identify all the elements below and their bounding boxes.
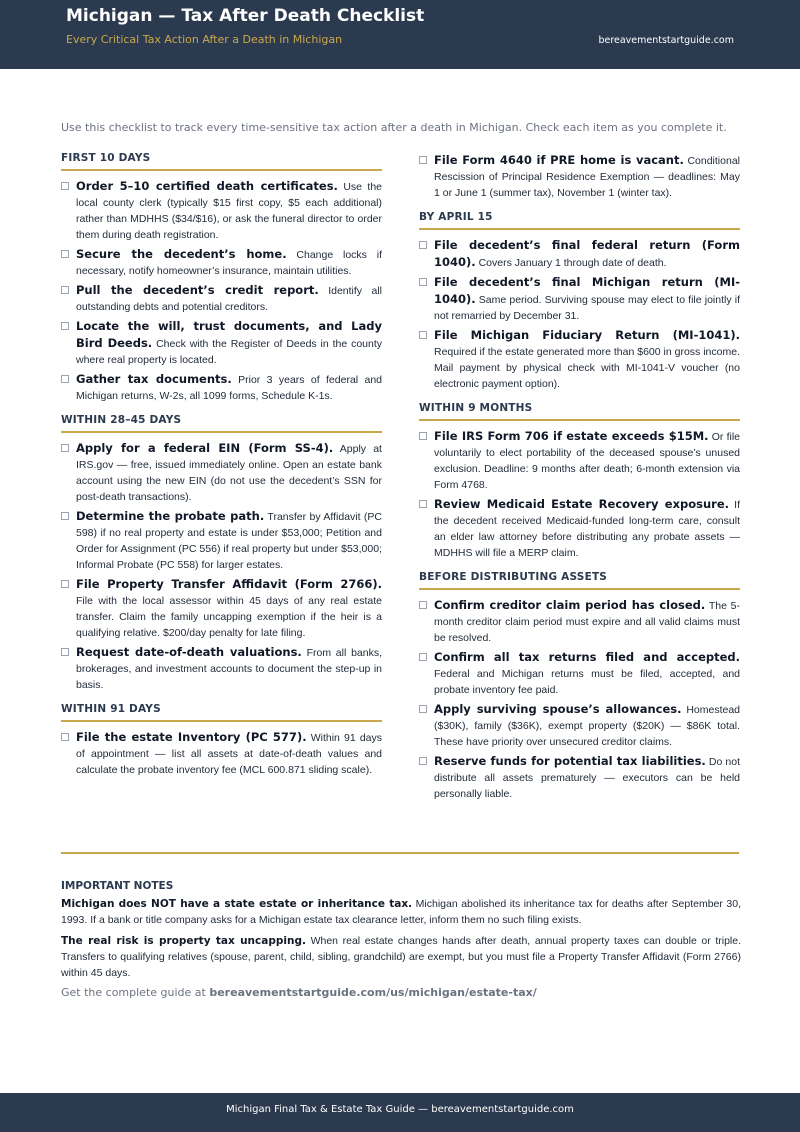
right-column [419, 152, 740, 812]
item-text: Same period. Surviving spouse may elect to file jointly if not remarried by December 31. [434, 294, 740, 322]
checklist-item [419, 152, 740, 201]
item-text: Covers January 1 through date of death. [478, 257, 667, 269]
checklist-item [61, 246, 382, 279]
header-bar [0, 0, 800, 69]
guide-prefix: Get the complete guide at [61, 986, 206, 999]
checkbox[interactable] [419, 241, 427, 249]
checkbox[interactable] [419, 500, 427, 508]
section-title: WITHIN 9 MONTHS [419, 402, 740, 421]
item-text: Conditional Rescission of Principal Residence Exemption — deadlines: May 1 or June 1 (summer tax), November 1 (winter tax). [434, 155, 740, 199]
checklist-item [419, 428, 740, 493]
note-text: Michigan abolished its inheritance tax for deaths after September 30, 1993. If a bank or title company asks for a Michigan estate tax clearance letter, inform them no such filing exists. [61, 898, 741, 926]
item-text: Within 91 days of appointment — list all assets at date-of-death values and calculate the probate inventory fee (MCL 600.871 sliding scale). [76, 732, 383, 776]
checklist-item [61, 318, 382, 368]
note-bold: The real risk is property tax uncapping. [61, 935, 306, 947]
checkbox[interactable] [419, 757, 427, 765]
item-text: Identify all outstanding debts and potential creditors. [76, 285, 382, 313]
item-title: Order 5–10 certified death certificates. [76, 179, 338, 193]
checkbox[interactable] [61, 250, 69, 258]
item-title: Confirm all tax returns filed and accepted. [434, 650, 740, 664]
item-title: Secure the decedent’s home. [76, 247, 287, 261]
checklist-item [419, 496, 740, 561]
footer-bar: Michigan Final Tax & Estate Tax Guide — bereavementstartguide.com [0, 1093, 800, 1132]
item-text: Prior 3 years of federal and Michigan returns, W-2s, all 1099 forms, Schedule K-1s. [76, 374, 383, 402]
page-title: Michigan — Tax After Death Checklist [66, 6, 425, 26]
guide-line [61, 986, 741, 999]
note-uncapping [61, 933, 741, 981]
checklist-item [61, 282, 382, 315]
checkbox[interactable] [419, 705, 427, 713]
checklist-item [61, 729, 382, 778]
section-title: BEFORE DISTRIBUTING ASSETS [419, 571, 740, 590]
item-text: Required if the estate generated more than $600 in gross income. Mail payment by physical check with MI-1041-V voucher (no electronic payment option). [434, 346, 740, 390]
checklist-item [419, 753, 740, 802]
notes-divider [61, 852, 739, 854]
item-title: Request date-of-death valuations. [76, 645, 302, 659]
item-text: Federal and Michigan returns must be filed, accepted, and probate inventory fee paid. [434, 668, 740, 696]
item-text: The 5-month creditor claim period must expire and all valid claims must be resolved. [434, 600, 740, 644]
item-title: Apply for a federal EIN (Form SS-4). [76, 441, 334, 455]
item-text: If the decedent received Medicaid-funded long-term care, consult an elder law attorney before distributing any probate assets — MDHHS will file a MERP claim. [434, 499, 741, 559]
note-no-estate-tax [61, 896, 741, 928]
item-title: Determine the probate path. [76, 509, 265, 523]
section-title: FIRST 10 DAYS [61, 152, 382, 171]
item-title: File IRS Form 706 if estate exceeds $15M. [434, 429, 709, 443]
item-title: Confirm creditor claim period has closed. [434, 598, 706, 612]
item-title: File Property Transfer Affidavit (Form 2766). [76, 577, 382, 591]
checkbox[interactable] [419, 653, 427, 661]
item-title: Review Medicaid Estate Recovery exposure. [434, 497, 729, 511]
note-text: When real estate changes hands after death, annual property taxes can double or triple. Transfers to qualifying relatives (spouse, parent, child, sibling, grandchild) are exempt, but you must file a Property Transfer Affidavit (Form 2766) within 45 days. [61, 935, 742, 979]
checkbox[interactable] [61, 322, 69, 330]
checklist-item [61, 576, 382, 641]
item-title: Apply surviving spouse’s allowances. [434, 702, 682, 716]
checklist-section [419, 571, 740, 802]
checklist-item [419, 274, 740, 324]
checklist-item [419, 701, 740, 750]
checkbox[interactable] [61, 182, 69, 190]
left-column [61, 152, 382, 788]
checklist-section [419, 152, 740, 201]
checkbox[interactable] [419, 156, 427, 164]
item-title: Reserve funds for potential tax liabilities. [434, 754, 706, 768]
checklist-item [61, 178, 382, 243]
section-title: WITHIN 28–45 DAYS [61, 414, 382, 433]
item-text: Homestead ($30K), family ($36K), exempt property ($20K) — $86K total. These have priority over unsecured creditor claims. [434, 704, 741, 748]
item-text: File with the local assessor within 45 days of any real estate transfer. Claim the family uncapping exemption if the heir is a qualifying relative. $200/day penalty for late filing. [76, 595, 382, 639]
checklist-section [61, 703, 382, 778]
item-title: File Michigan Fiduciary Return (MI-1041). [434, 328, 740, 342]
checklist-section [419, 211, 740, 392]
item-title: Pull the decedent’s credit report. [76, 283, 319, 297]
item-text: Transfer by Affidavit (PC 598) if no real property and estate is under $53,000; Petition and Order for Assignment (PC 556) if real property but under $53,000; Informal Probate (PC 558) for larger estates. [76, 511, 382, 571]
checklist-item [61, 440, 382, 505]
checklist-section [419, 402, 740, 561]
note-bold: Michigan does NOT have a state estate or inheritance tax. [61, 898, 413, 910]
checklist-section [61, 414, 382, 693]
checklist-item [61, 508, 382, 573]
checkbox[interactable] [419, 331, 427, 339]
item-title: File the estate Inventory (PC 577). [76, 730, 307, 744]
section-title: WITHIN 91 DAYS [61, 703, 382, 722]
page-subtitle: Every Critical Tax Action After a Death in Michigan [66, 33, 343, 46]
checkbox[interactable] [61, 733, 69, 741]
intro-text: Use this checklist to track every time-sensitive tax action after a death in Michigan. Check each item as you complete it. [61, 121, 727, 134]
item-title: Gather tax documents. [76, 372, 232, 386]
item-text: Do not distribute all assets prematurely — executors can be held personally liable. [434, 756, 741, 800]
item-text: Or file voluntarily to elect portability of the deceased spouse’s unused exclusion. Deadline: 9 months after death; 6-month extension via Form 4768. [434, 431, 740, 491]
checkbox[interactable] [419, 432, 427, 440]
checkbox[interactable] [61, 444, 69, 452]
checkbox[interactable] [419, 278, 427, 286]
item-title: File decedent’s final Michigan return (MI-1040). [434, 275, 740, 306]
item-text: Use the local county clerk (typically $15 first copy, $5 each additional) rather than MDHHS ($34/$16), or ask the funeral director to order them during death registration. [76, 181, 383, 241]
checkbox[interactable] [61, 375, 69, 383]
checklist-item [61, 371, 382, 404]
checkbox[interactable] [61, 648, 69, 656]
item-text: Change locks if necessary, notify homeowner’s insurance, maintain utilities. [76, 249, 382, 277]
item-title: File decedent’s final federal return (Form 1040). [434, 238, 740, 269]
checklist-item [419, 597, 740, 646]
item-text: Check with the Register of Deeds in the county where real property is located. [76, 338, 383, 366]
checkbox[interactable] [61, 512, 69, 520]
checklist-item [61, 644, 382, 693]
section-title: BY APRIL 15 [419, 211, 740, 230]
checklist-item [419, 649, 740, 698]
checkbox[interactable] [419, 601, 427, 609]
important-notes [61, 880, 741, 999]
notes-title: IMPORTANT NOTES [61, 880, 174, 892]
item-text: Apply at IRS.gov — free, issued immediately online. Open an estate bank account using the new EIN (do not use the decedent’s SSN for post-death transactions). [76, 443, 382, 503]
checklist-item [419, 237, 740, 271]
guide-link[interactable]: bereavementstartguide.com/us/michigan/estate-tax/ [209, 986, 537, 999]
checkbox[interactable] [61, 580, 69, 588]
item-text: From all banks, brokerages, and investment accounts to document the step-up in basis. [76, 647, 383, 691]
checklist-item [419, 327, 740, 392]
site-name: bereavementstartguide.com [598, 35, 734, 46]
item-title: Locate the will, trust documents, and Lady Bird Deeds. [76, 319, 382, 350]
checkbox[interactable] [61, 286, 69, 294]
checklist-section [61, 152, 382, 404]
item-title: File Form 4640 if PRE home is vacant. [434, 153, 684, 167]
